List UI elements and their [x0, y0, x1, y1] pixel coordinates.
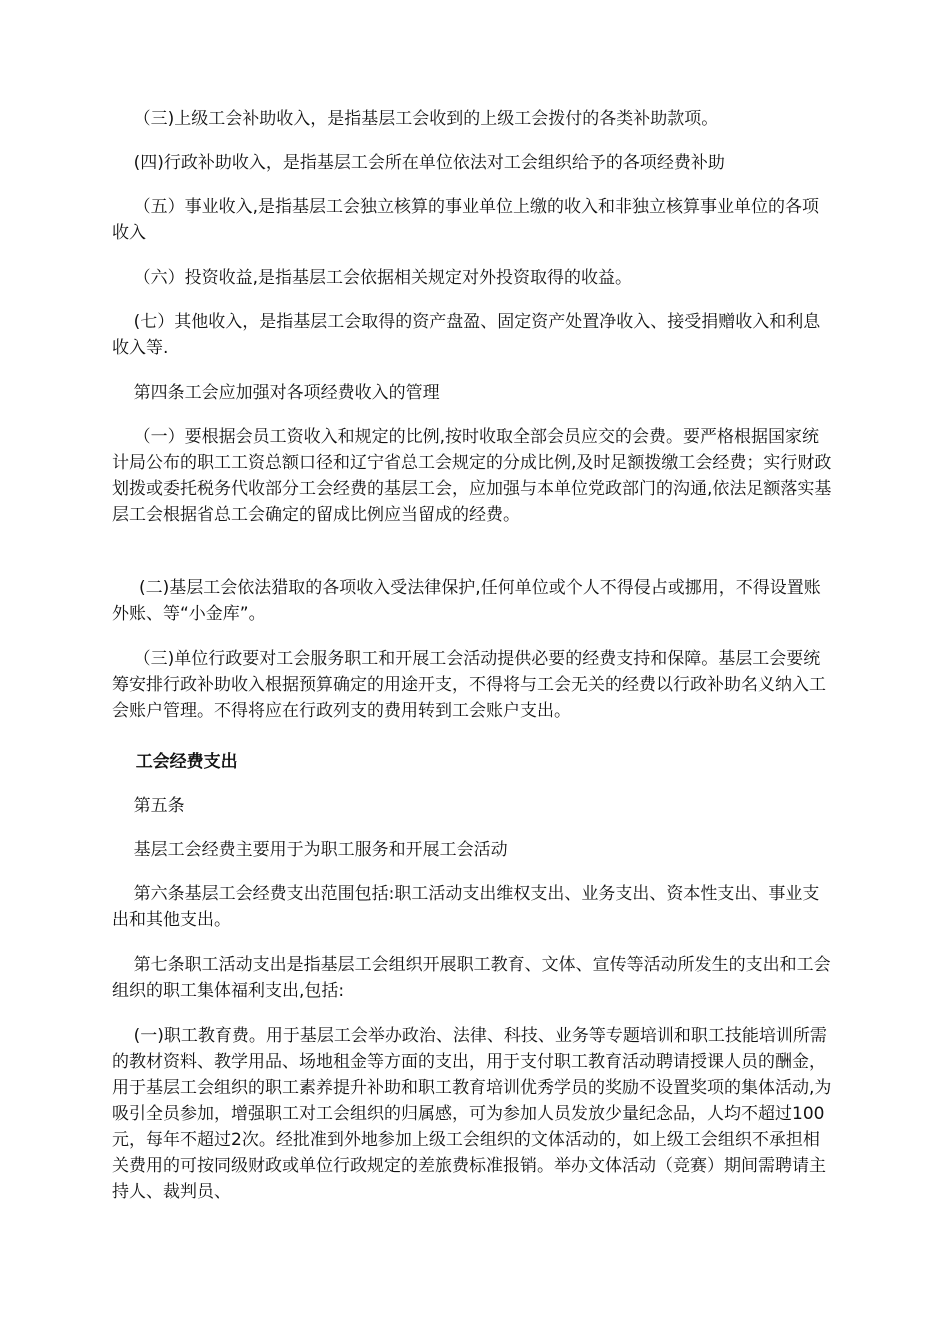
- paragraph-9: （三)单位行政要对工会服务职工和开展工会活动提供必要的经费支持和保障。基层工会要统筹安排行政补助收入根据预算确定的用途开支，不得将与工会无关的经费以行政补助名义纳入工会账户管理。不得将应在行政列支的费用转到工会账户支出。: [112, 649, 826, 721]
- paragraph-2: (四)行政补助收入，是指基层工会所在单位依法对工会组织给予的各项经费补助: [112, 153, 725, 173]
- paragraph-6: 第四条工会应加强对各项经费收入的管理: [112, 383, 440, 403]
- paragraph-8: (二)基层工会依法猎取的各项收入受法律保护,任何单位或个人不得侵占或挪用，不得设置账外账、等“小金库”。: [112, 578, 821, 624]
- paragraph-3: （五）事业收入,是指基层工会独立核算的事业单位上缴的收入和非独立核算事业单位的各项收入: [112, 197, 820, 243]
- paragraph-14: (一)职工教育费。用于基层工会举办政治、法律、科技、业务等专题培训和职工技能培训所需的教材资料、教学用品、场地租金等方面的支出，用于支付职工教育活动聘请授课人员的酬金，用于基层工会组织的职工素养提升补助和职工教育培训优秀学员的奖励不设置奖项的集体活动,为吸引全员参加，增强职工对工会组织的归属感，可为参加人员发放少量纪念品，人均不超过100元，每年不超过2次。经批准到外地参加上级工会组织的文体活动的，如上级工会组织不承担相关费用的可按同级财政或单位行政规定的差旅费标准报销。举办文体活动（竞赛）期间需聘请主持人、裁判员、: [112, 1026, 832, 1202]
- paragraph-10: 第五条: [112, 796, 185, 816]
- section-heading: 工会经费支出: [112, 752, 238, 772]
- paragraph-12: 第六条基层工会经费支出范围包括:职工活动支出维权支出、业务支出、资本性支出、事业支出和其他支出。: [112, 884, 820, 930]
- paragraph-13: 第七条职工活动支出是指基层工会组织开展职工教育、文体、宣传等活动所发生的支出和工会组织的职工集体福利支出,包括:: [112, 955, 831, 1001]
- paragraph-7: （一）要根据会员工资收入和规定的比例,按时收取全部会员应交的会费。要严格根据国家统计局公布的职工工资总额口径和辽宁省总工会规定的分成比例,及时足额拨缴工会经费；实行财政划拨或委托税务代收部分工会经费的基层工会，应加强与本单位党政部门的沟通,依法足额落实基层工会根据省总工会确定的留成比例应当留成的经费。: [112, 427, 832, 525]
- paragraph-4: （六）投资收益,是指基层工会依据相关规定对外投资取得的收益。: [112, 268, 633, 288]
- paragraph-11: 基层工会经费主要用于为职工服务和开展工会活动: [112, 840, 508, 860]
- paragraph-5: (七）其他收入，是指基层工会取得的资产盘盈、固定资产处置净收入、接受捐赠收入和利息收入等.: [112, 312, 821, 358]
- paragraph-1: （三)上级工会补助收入，是指基层工会收到的上级工会拨付的各类补助款项。: [112, 109, 719, 129]
